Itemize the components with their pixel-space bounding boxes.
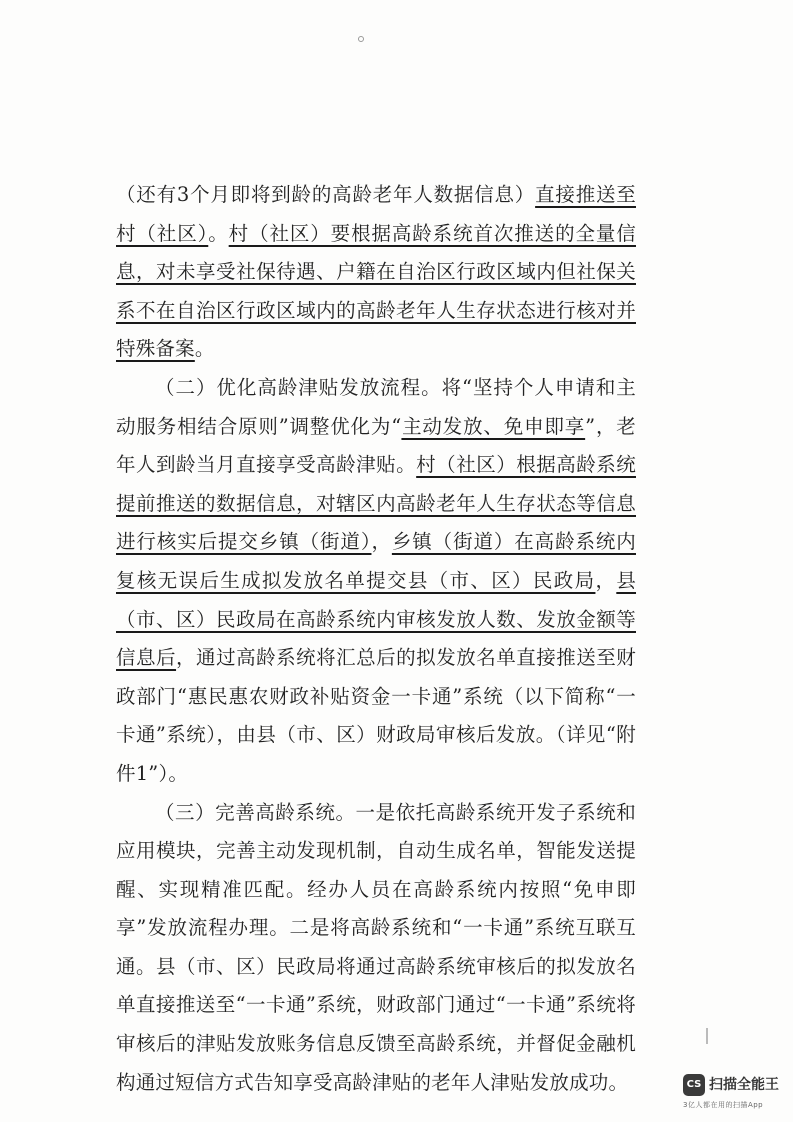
text-segment: 。 xyxy=(208,221,229,245)
paragraph-village-verification xyxy=(116,176,636,369)
underlined-text: 直接推送至村（社区） xyxy=(116,183,636,245)
underlined-text: 村（社区）根据高龄系统提前推送的数据信息，对辖区内高龄老年人生存状态等信息进行核实后提交乡镇（街道） xyxy=(116,453,636,554)
text-segment: （二）优化高龄津贴发放流程。将“坚持个人申请和主动服务相结合原则”调整优化为“ xyxy=(116,375,636,438)
underlined-text: 村（社区）要根据高龄系统首次推送的全量信息 xyxy=(116,221,636,284)
scan-edge-mark xyxy=(706,1028,708,1044)
underlined-text: 乡镇（街道）在高龄系统内复核无误后生成拟发放名单提交县（市、区）民政局 xyxy=(116,530,636,592)
text-segment: ，通过高龄系统将汇总后的拟发放名单直接推送至财政部门“惠民惠农财政补贴资金一卡通”系统（以下简称“一卡通”系统），由县（市、区）财政局审核后发放。（详见“附件1”）。 xyxy=(116,646,636,785)
scan-speck xyxy=(358,36,364,42)
paragraph-improve-system xyxy=(116,794,636,1103)
scanner-watermark xyxy=(683,1072,787,1116)
watermark-tagline: 3亿人都在用的扫描App xyxy=(683,1101,764,1109)
camscanner-logo-icon: CS xyxy=(683,1074,705,1096)
text-segment: ”，老年人到龄当月直接享受高龄津贴。 xyxy=(116,414,636,477)
underlined-text: 县（市、区）民政局在高龄系统内审核发放人数、发放金额等信息后 xyxy=(116,568,637,670)
document-body xyxy=(116,176,636,1102)
paragraph-optimize-process xyxy=(116,369,636,794)
watermark-app-name: 扫描全能王 xyxy=(709,1077,779,1093)
text-segment: ， xyxy=(371,530,392,554)
underlined-text: 主动发放、免申即享 xyxy=(401,414,586,438)
text-segment: （还有3个月即将到龄的高龄老年人数据信息） xyxy=(116,183,536,206)
text-segment: ， xyxy=(595,568,617,592)
text-segment: （三）完善高龄系统。一是依托高龄系统开发子系统和应用模块，完善主动发现机制，自动生成名单，智能发送提醒、实现精准匹配。经办人员在高龄系统内按照“免申即享”发放流程办理。二是将高龄系统和“一卡通”系统互联互通。县（市、区）民政局将通过高龄系统审核后的拟发放名单直接推送至“一卡通”系统，财政部门通过“一卡通”系统将审核后的津贴发放账务信息反馈至高龄系统，并督促金融机构通过短信方式告知享受高龄津贴的老年人津贴发放成功。 xyxy=(116,800,636,1094)
text-segment: 。 xyxy=(194,337,215,361)
underlined-text: ，对未享受社保待遇、户籍在自治区行政区域内但社保关系不在自治区行政区域内的高龄老年人生存状态进行核对并特殊备案 xyxy=(116,260,636,361)
